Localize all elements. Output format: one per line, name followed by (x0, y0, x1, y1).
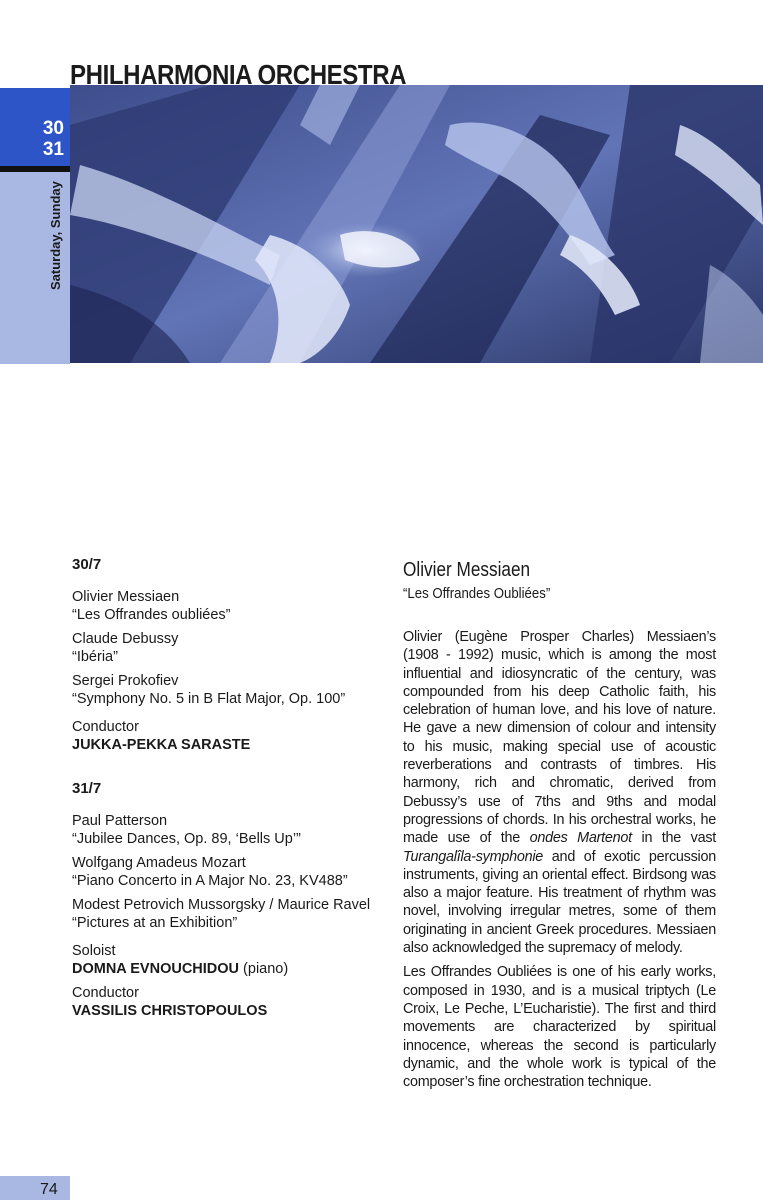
program-item (72, 812, 382, 848)
program-item (72, 896, 382, 932)
work-title: “Ibéria” (72, 649, 118, 665)
work-title: “Piano Concerto in A Major No. 23, KV488” (72, 873, 348, 889)
program-listing (72, 556, 382, 1020)
concert-date: 31/7 (72, 780, 102, 797)
date-badge (0, 88, 70, 166)
work-title: “Pictures at an Exhibition” (72, 915, 238, 931)
article-paragraph: Olivier (Eugène Prosper Charles) Messiaen’s (1908 - 1992) music, which is among the most influential and idiosyncratic of the century, was compounded from his deep Catholic faith, his celebration of human love, and his love of nature. He gave a new dimension of colour and intensity to his music, making special use of acoustic reverberations and contrasts of timbres. His harmony, rich and chromatic, derived from Debussy’s use of 7ths and 9ths and modal progressions of chords. In his orchestral works, he made use of the ondes Martenot in the vast Turangalîla-symphonie and of exotic percussion instruments, giving an oriental effect. Birdsong was also a major feature. His treatment of rhythm was novel, involving irregular metres, some of them originating in ancient Greek procedures. Messiaen also acknowledged the supremacy of melody. (403, 629, 717, 957)
soloist-line (72, 960, 382, 978)
work-title: “Les Offrandes oubliées” (72, 607, 231, 623)
article-work-title: “Les Offrandes Oubliées” (403, 585, 551, 602)
work-title: “Jubilee Dances, Op. 89, ‘Bells Up’” (72, 831, 301, 847)
composer-name: Paul Patterson (72, 813, 168, 829)
orchestra-photo (70, 85, 763, 363)
page-number: 74 (40, 1181, 58, 1198)
composer-name: Olivier Messiaen (72, 589, 180, 605)
program-item (72, 672, 382, 708)
soloist-instrument: (piano) (239, 961, 289, 977)
weekday-label: Saturday, Sunday (48, 181, 63, 290)
conductor-label: Conductor (72, 985, 139, 1001)
conductor-name: JUKKA-PEKKA SARASTE (72, 737, 251, 753)
article-paragraph: Les Offrandes Oubliées is one of his early works, composed in 1930, and is a musical triptych (Le Croix, Le Peche, L’Eucharistie). The first and third movements are characterized by spiritual innocence, whereas the second is particularly dynamic, and the whole work is typical of the composer’s fine orchestration technique. (403, 964, 716, 1091)
program-item (72, 854, 382, 890)
soloist-label: Soloist (72, 943, 116, 959)
composer-name: Wolfgang Amadeus Mozart (72, 855, 246, 871)
article-composer: Olivier Messiaen (403, 559, 531, 581)
date-bottom: 31 (42, 139, 64, 160)
soloist-name: DOMNA EVNOUCHIDOU (72, 961, 240, 977)
conductor-label: Conductor (72, 719, 139, 735)
concert-date: 30/7 (72, 556, 102, 573)
composer-name: Sergei Prokofiev (72, 673, 179, 689)
conductor-name: VASSILIS CHRISTOPOULOS (72, 1003, 268, 1019)
page-number-tab (0, 1176, 70, 1200)
composer-name: Claude Debussy (72, 631, 179, 647)
work-title: “Symphony No. 5 in B Flat Major, Op. 100” (72, 691, 346, 707)
page-title: PHILHARMONIA ORCHESTRA (70, 59, 407, 90)
composer-name: Modest Petrovich Mussorgsky / Maurice Ravel (72, 897, 371, 913)
program-item (72, 588, 382, 624)
program-notes (403, 558, 716, 1091)
program-item (72, 630, 382, 666)
date-top: 30 (42, 118, 64, 139)
